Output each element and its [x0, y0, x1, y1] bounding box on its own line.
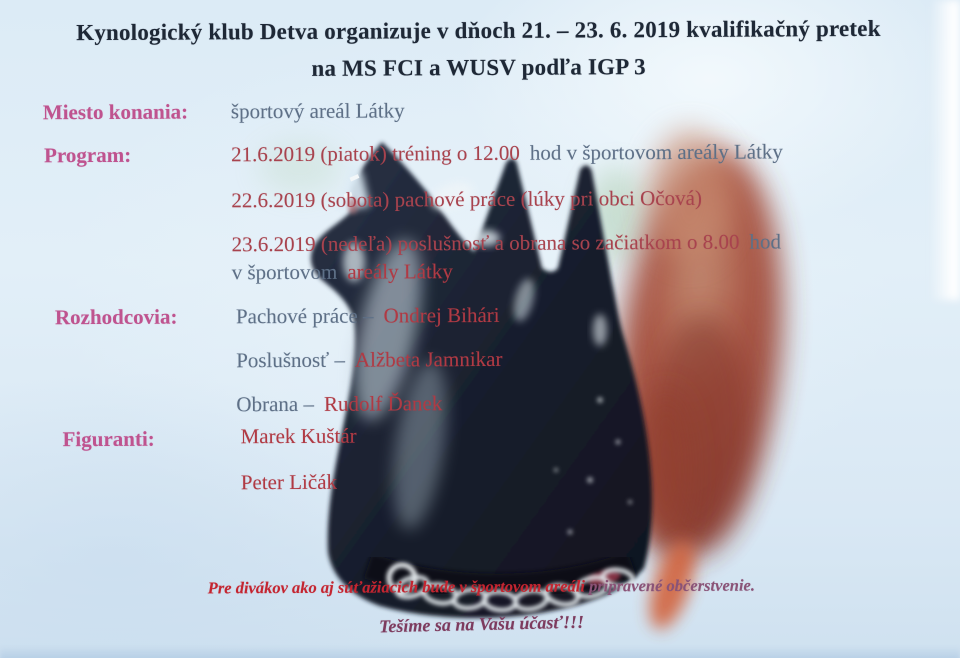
- judge-1-name: Ondrej Bihári: [383, 302, 500, 328]
- poster-title-line2: na MS FCI a WUSV podľa IGP 3: [311, 54, 646, 81]
- program-label: Program:: [44, 142, 132, 168]
- program-line-4-tail: areály Látky: [347, 259, 453, 284]
- program-line-3-main: 23.6.2019 (nedeľa) poslušnosť a obrana so začiatkom o 8.00: [231, 229, 740, 257]
- judge-3-role: Obrana –: [236, 391, 315, 417]
- helpers-label: Figuranti:: [62, 426, 155, 452]
- program-line-1: [231, 139, 783, 166]
- program-line-3-tail: hod: [749, 229, 782, 254]
- judge-3-name: Rudolf Ďanek: [323, 391, 443, 416]
- helper-name-1: Marek Kuštár: [240, 423, 357, 449]
- footer-welcome: Tešíme sa na Vašu účasť!!!: [378, 611, 585, 637]
- judge-1-role: Pachové práce –: [235, 303, 374, 329]
- helper-name-2: Peter Ličák: [240, 469, 338, 495]
- program-line-1-tail: hod v športovom areály Látky: [529, 139, 783, 165]
- judge-2-role: Poslušnosť –: [236, 347, 345, 373]
- footer-refreshments: [1, 575, 960, 599]
- venue-value: športový areál Látky: [230, 98, 405, 124]
- judge-item-3: [236, 391, 442, 416]
- program-line-2: 22.6.2019 (sobota) pachové práce (lúky pri obci Očová): [231, 185, 702, 213]
- program-line-4: [232, 259, 453, 284]
- judge-item-1: [236, 303, 500, 329]
- footer-refreshments-red: Pre divákov ako aj súťažiacich bude v športovom areáli: [207, 576, 586, 598]
- poster-title-line1: Kynologický klub Detva organizuje v dňoch 21. – 23. 6. 2019 kvalifikačný pretek: [76, 15, 881, 46]
- footer-refreshments-purple: pripravené občerstvenie.: [589, 575, 756, 596]
- program-line-1-main: 21.6.2019 (piatok) tréning o 12.00: [231, 140, 520, 167]
- program-line-3: [231, 229, 781, 256]
- judge-item-2: [236, 347, 502, 373]
- judge-2-name: Alžbeta Jamnikar: [354, 346, 503, 372]
- judges-label: Rozhodcovia:: [54, 304, 178, 330]
- program-line-4-lead: v športovom: [231, 259, 338, 285]
- venue-label: Miesto konania:: [42, 99, 189, 125]
